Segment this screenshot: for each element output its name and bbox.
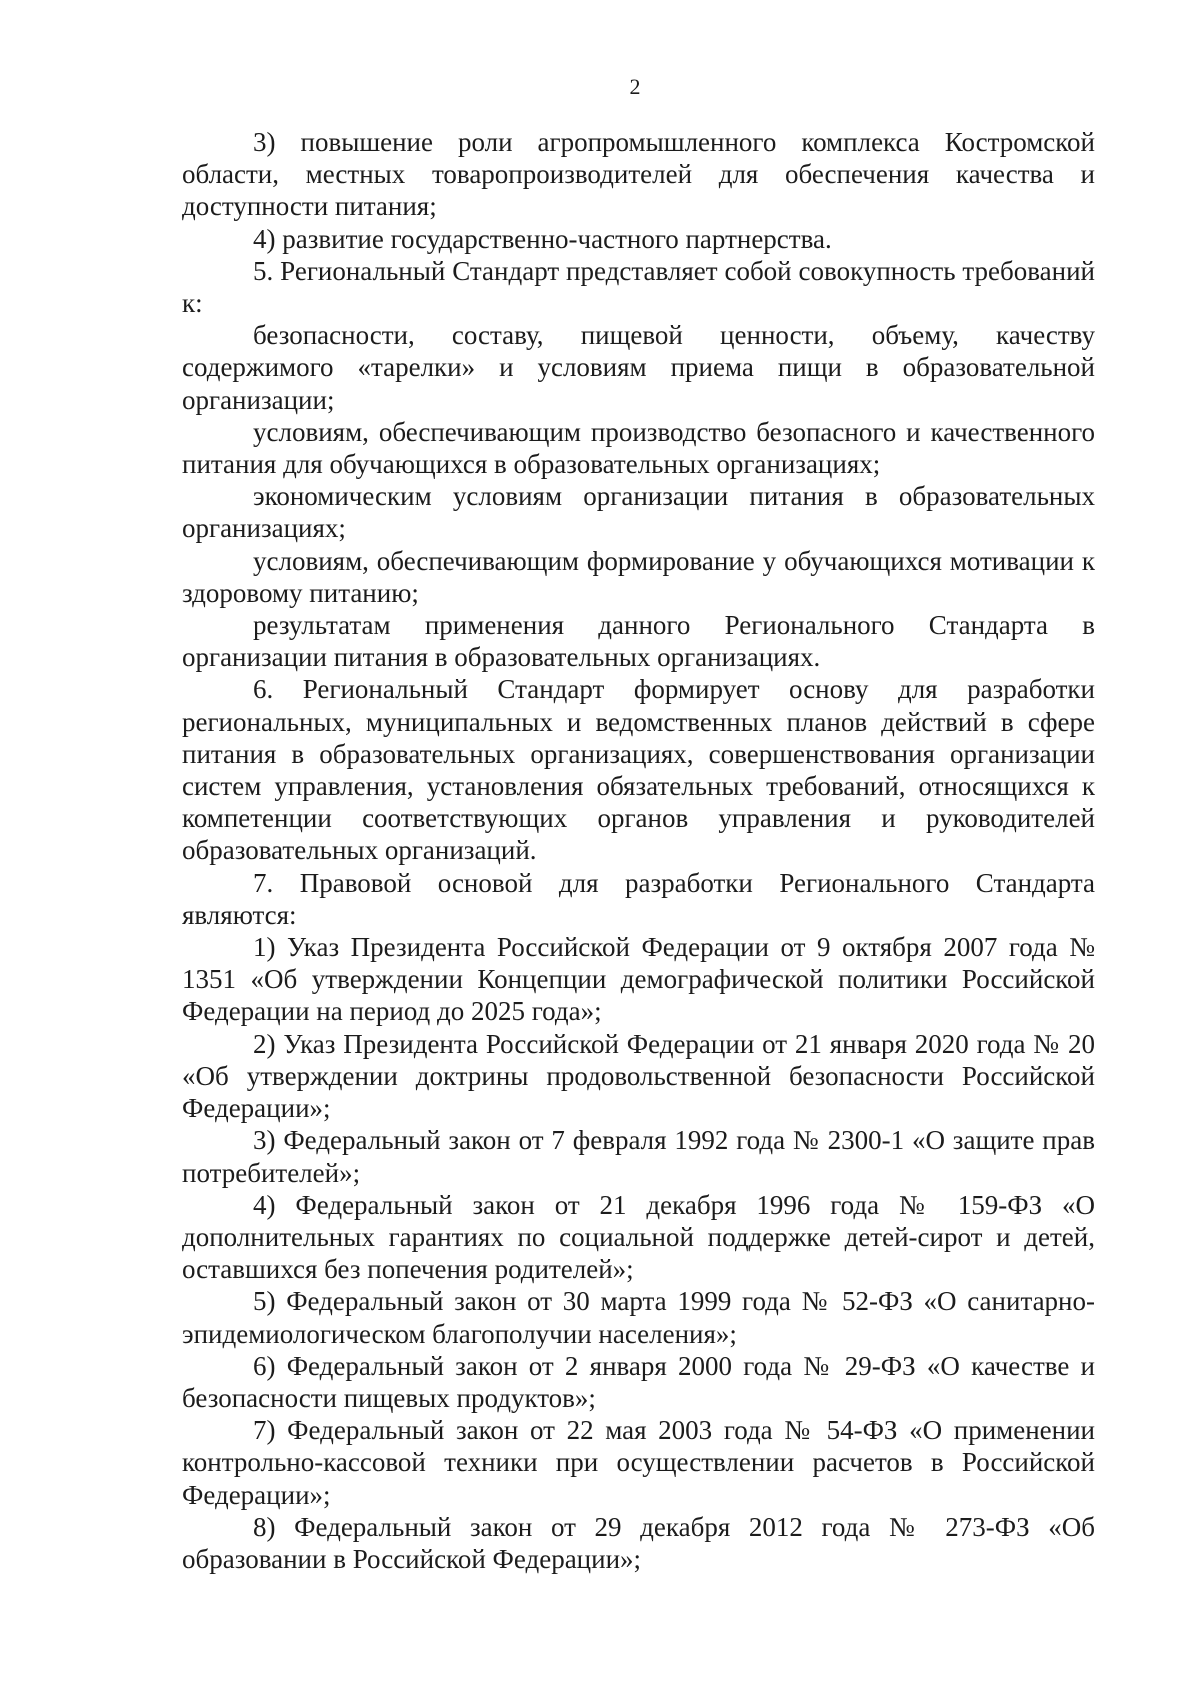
paragraph-requirement-motivation: условиям, обеспечивающим формирование у обучающихся мотивации к здоровому питанию;: [182, 545, 1095, 608]
legal-basis-item-8: 8) Федеральный закон от 29 декабря 2012 года № 273-ФЗ «Об образовании в Российской Федерации»;: [182, 1511, 1095, 1574]
paragraph-goal-4: 4) развитие государственно-частного партнерства.: [253, 223, 832, 254]
paragraph-requirement-results: результатам применения данного Регионального Стандарта в организации питания в образовательных организациях.: [182, 610, 1095, 673]
legal-basis-item-1: 1) Указ Президента Российской Федерации от 9 октября 2007 года № 1351 «Об утверждении Концепции демографической политики Российской Федерации на период до 2025 года»;: [182, 932, 1095, 1027]
document-body: [182, 126, 1095, 1575]
legal-basis-item-5: 5) Федеральный закон от 30 марта 1999 года № 52-ФЗ «О санитарно-эпидемиологическом благополучии населения»;: [182, 1286, 1095, 1349]
paragraph-section-5: 5. Региональный Стандарт представляет собой совокупность требований к:: [182, 255, 1095, 319]
legal-basis-item-2: 2) Указ Президента Российской Федерации от 21 января 2020 года № 20 «Об утверждении доктрины продовольственной безопасности Российской Федерации»;: [182, 1028, 1095, 1124]
page-number: 2: [629, 74, 641, 99]
paragraph-section-6: 6. Региональный Стандарт формирует основу для разработки региональных, муниципальных и ведомственных планов действий в сфере питания в образовательных организациях, совершенствования организации систем управления, установления обязательных требований, относящихся к компетенции соответствующих органов управления и руководителей образовательных организаций.: [182, 674, 1095, 866]
paragraph-requirement-production: условиям, обеспечивающим производство безопасного и качественного питания для обучающихся в образовательных организациях;: [182, 416, 1095, 480]
legal-basis-item-7: 7) Федеральный закон от 22 мая 2003 года № 54-ФЗ «О применении контрольно-кассовой техники при осуществлении расчетов в Российской Федерации»;: [182, 1415, 1095, 1510]
legal-basis-item-6: 6) Федеральный закон от 2 января 2000 года № 29-ФЗ «О качестве и безопасности пищевых продуктов»;: [182, 1350, 1095, 1413]
paragraph-requirement-economic: экономическим условиям организации питания в образовательных организациях;: [182, 481, 1095, 544]
paragraph-requirement-safety: безопасности, составу, пищевой ценности, объему, качеству содержимого «тарелки» и условиям приема пищи в образовательной организации;: [182, 320, 1095, 415]
paragraph-goal-3: 3) повышение роли агропромышленного комплекса Костромской области, местных товаропроизводителей для обеспечения качества и доступности питания;: [182, 127, 1095, 222]
legal-basis-item-4: 4) Федеральный закон от 21 декабря 1996 года № 159-ФЗ «О дополнительных гарантиях по социальной поддержке детей-сирот и детей, оставшихся без попечения родителей»;: [182, 1189, 1095, 1285]
paragraph-section-7: 7. Правовой основой для разработки Регионального Стандарта являются:: [182, 867, 1095, 930]
legal-basis-item-3: 3) Федеральный закон от 7 февраля 1992 года № 2300-1 «О защите прав потребителей»;: [182, 1125, 1095, 1188]
